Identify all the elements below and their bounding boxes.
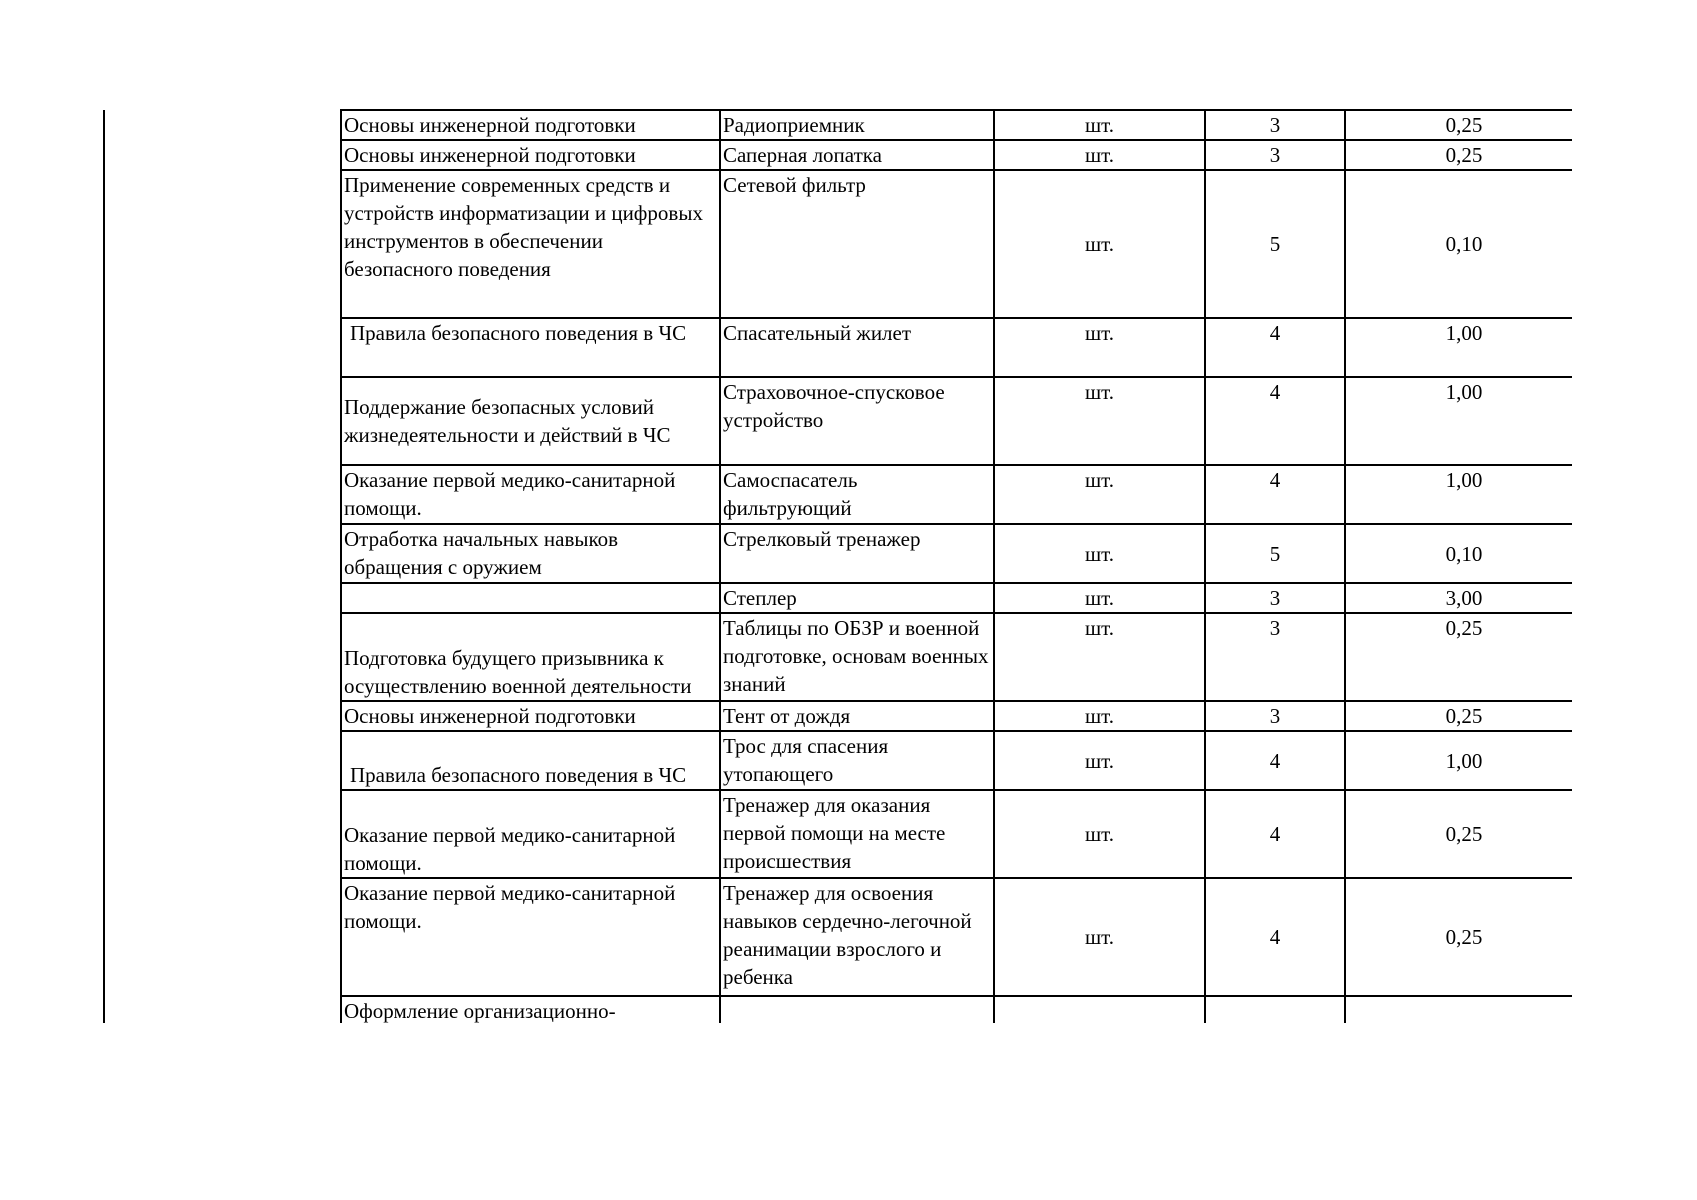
cell-qty: 4	[1205, 318, 1345, 377]
cell-item: Сетевой фильтр	[720, 170, 994, 318]
cell-qty: 3	[1205, 613, 1345, 701]
cell-unit: шт.	[994, 140, 1205, 170]
cell-coef: 0,10	[1345, 170, 1572, 318]
cell-coef: 0,25	[1345, 140, 1572, 170]
cell-qty	[1205, 996, 1345, 1023]
cell-item: Тренажер для оказания первой помощи на месте происшествия	[720, 790, 994, 878]
table-row	[341, 140, 1572, 170]
table-row	[341, 524, 1572, 583]
cell-topic: Правила безопасного поведения в ЧС	[341, 731, 720, 790]
cell-coef: 1,00	[1345, 731, 1572, 790]
cell-item: Радиоприемник	[720, 110, 994, 140]
cell-topic: Основы инженерной подготовки	[341, 140, 720, 170]
cell-unit: шт.	[994, 465, 1205, 524]
cell-item: Степлер	[720, 583, 994, 613]
cell-qty: 5	[1205, 524, 1345, 583]
cell-unit: шт.	[994, 731, 1205, 790]
table-row	[341, 377, 1572, 465]
cell-unit: шт.	[994, 170, 1205, 318]
equipment-table	[340, 109, 1572, 1023]
cell-unit: шт.	[994, 377, 1205, 465]
left-margin-rule	[103, 110, 105, 1023]
cell-qty: 4	[1205, 790, 1345, 878]
cell-coef: 0,10	[1345, 524, 1572, 583]
cell-coef: 0,25	[1345, 701, 1572, 731]
cell-coef	[1345, 996, 1572, 1023]
cell-qty: 3	[1205, 110, 1345, 140]
cell-coef: 3,00	[1345, 583, 1572, 613]
table-row	[341, 318, 1572, 377]
cell-unit: шт.	[994, 110, 1205, 140]
cell-unit: шт.	[994, 878, 1205, 996]
cell-item: Стрелковый тренажер	[720, 524, 994, 583]
cell-item: Тренажер для освоения навыков сердечно-легочной реанимации взрослого и ребенка	[720, 878, 994, 996]
table-row	[341, 701, 1572, 731]
cell-unit: шт.	[994, 524, 1205, 583]
cell-item: Самоспасатель фильтрующий	[720, 465, 994, 524]
cell-coef: 1,00	[1345, 377, 1572, 465]
cell-item: Саперная лопатка	[720, 140, 994, 170]
cell-topic	[341, 583, 720, 613]
table-row	[341, 790, 1572, 878]
cell-topic: Поддержание безопасных условий жизнедеятельности и действий в ЧС	[341, 377, 720, 465]
cell-topic: Оказание первой медико-санитарной помощи.	[341, 465, 720, 524]
table-row	[341, 583, 1572, 613]
cell-topic: Подготовка будущего призывника к осуществлению военной деятельности	[341, 613, 720, 701]
cell-unit: шт.	[994, 583, 1205, 613]
cell-coef: 0,25	[1345, 878, 1572, 996]
cell-qty: 4	[1205, 731, 1345, 790]
cell-item: Таблицы по ОБЗР и военной подготовке, основам военных знаний	[720, 613, 994, 701]
cell-unit	[994, 996, 1205, 1023]
cell-coef: 0,25	[1345, 790, 1572, 878]
table-row	[341, 613, 1572, 701]
cell-unit: шт.	[994, 613, 1205, 701]
cell-item: Страховочное-спусковое устройство	[720, 377, 994, 465]
cell-coef: 0,25	[1345, 613, 1572, 701]
cell-topic: Основы инженерной подготовки	[341, 110, 720, 140]
cell-item: Трос для спасения утопающего	[720, 731, 994, 790]
cell-unit: шт.	[994, 790, 1205, 878]
cell-coef: 0,25	[1345, 110, 1572, 140]
cell-qty: 4	[1205, 377, 1345, 465]
cell-topic: Оформление организационно-	[341, 996, 720, 1023]
cell-qty: 4	[1205, 878, 1345, 996]
table-row	[341, 170, 1572, 318]
table-row	[341, 878, 1572, 996]
cell-item: Спасательный жилет	[720, 318, 994, 377]
cell-coef: 1,00	[1345, 465, 1572, 524]
cell-topic: Оказание первой медико-санитарной помощи.	[341, 878, 720, 996]
cell-qty: 3	[1205, 701, 1345, 731]
cell-qty: 3	[1205, 583, 1345, 613]
table-row	[341, 110, 1572, 140]
cell-item: Тент от дождя	[720, 701, 994, 731]
cell-item	[720, 996, 994, 1023]
table-row	[341, 731, 1572, 790]
cell-qty: 5	[1205, 170, 1345, 318]
cell-qty: 3	[1205, 140, 1345, 170]
cell-topic: Правила безопасного поведения в ЧС	[341, 318, 720, 377]
table-row	[341, 996, 1572, 1023]
table-row	[341, 465, 1572, 524]
cell-topic: Отработка начальных навыков обращения с оружием	[341, 524, 720, 583]
cell-coef: 1,00	[1345, 318, 1572, 377]
cell-unit: шт.	[994, 701, 1205, 731]
cell-qty: 4	[1205, 465, 1345, 524]
cell-topic: Оказание первой медико-санитарной помощи.	[341, 790, 720, 878]
cell-topic: Основы инженерной подготовки	[341, 701, 720, 731]
table-container	[340, 109, 1572, 1023]
cell-unit: шт.	[994, 318, 1205, 377]
cell-topic: Применение современных средств и устройств информатизации и цифровых инструментов в обеспечении безопасного поведения	[341, 170, 720, 318]
